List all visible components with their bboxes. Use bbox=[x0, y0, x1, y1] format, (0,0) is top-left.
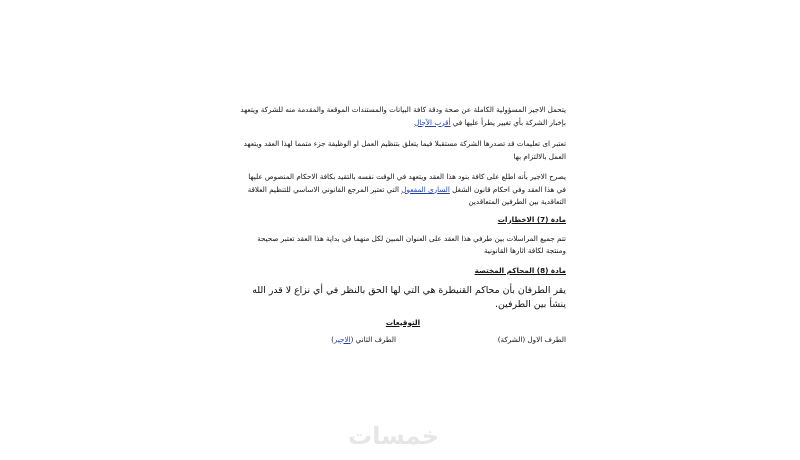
underlined-phrase: أقرب الآجال bbox=[414, 117, 451, 127]
party-two-text: الطرف الثاني ( bbox=[350, 334, 396, 344]
paragraph-text: يتحمل الاجير المسؤولية الكاملة عن صحة ودقة كافة البيانات والمستندات الموقعة والمقدمة منه للشركة ويتعهد بإخبار الشركة بأي تغيير يطرأ عليها في bbox=[240, 105, 566, 127]
signature-parties bbox=[240, 335, 566, 349]
party-two-label bbox=[331, 335, 396, 344]
watermark-logo: خمسات bbox=[348, 422, 439, 450]
paragraph-instructions: تعتبر اى تعليمات قد تصدرها الشركة مستقبلا فيما يتعلق بتنظيم العمل او الوظيفة جزء متمما لهذا العقد ويتعهد العمل بالالتزام بها bbox=[243, 139, 566, 161]
party-one-label: الطرف الاول (الشركة) bbox=[497, 334, 566, 344]
party-two-text-end: ) bbox=[331, 334, 334, 344]
signatures-heading: التوقيعات bbox=[385, 317, 421, 327]
paragraph-jurisdiction: يقر الطرفان بأن محاكم القنيطرة هي التي لها الحق بالنظر في أي نزاع لا قدر الله ينشأ بين الطرفين. bbox=[252, 284, 566, 310]
article-8-heading: مادة (8) المحاكم المختصة bbox=[474, 265, 566, 275]
paragraph-text: يصرح الاجير بأنه اطلع على كافة بنود هذا العقد ويتعهد في الوقت نفسه بالتقيد بكافة الاحكام المنصوص عليها في هذا العقد وفي احكام قانون الشغل bbox=[248, 172, 566, 194]
paragraph-declaration bbox=[240, 171, 566, 209]
paragraph-data-accuracy bbox=[240, 104, 566, 129]
party-two-underlined: الاجير bbox=[333, 334, 351, 344]
paragraph-text-end: التي تعتبر المرجع القانوني الاساسي للتنظيم العلاقة التعاقدية بين الطرفين المتعاقدين bbox=[247, 184, 566, 206]
underlined-phrase: الساري المفعول bbox=[401, 184, 450, 194]
article-7-heading: مادة (7) الاخطارات bbox=[497, 214, 566, 224]
paragraph-notifications: تتم جميع المراسلات بين طرفي هذا العقد على العنوان المبين لكل منهما في بداية هذا العقد تعتبر صحيحة ومنتجة لكافة اثارها القانونية bbox=[257, 233, 566, 255]
contract-page bbox=[240, 104, 566, 349]
